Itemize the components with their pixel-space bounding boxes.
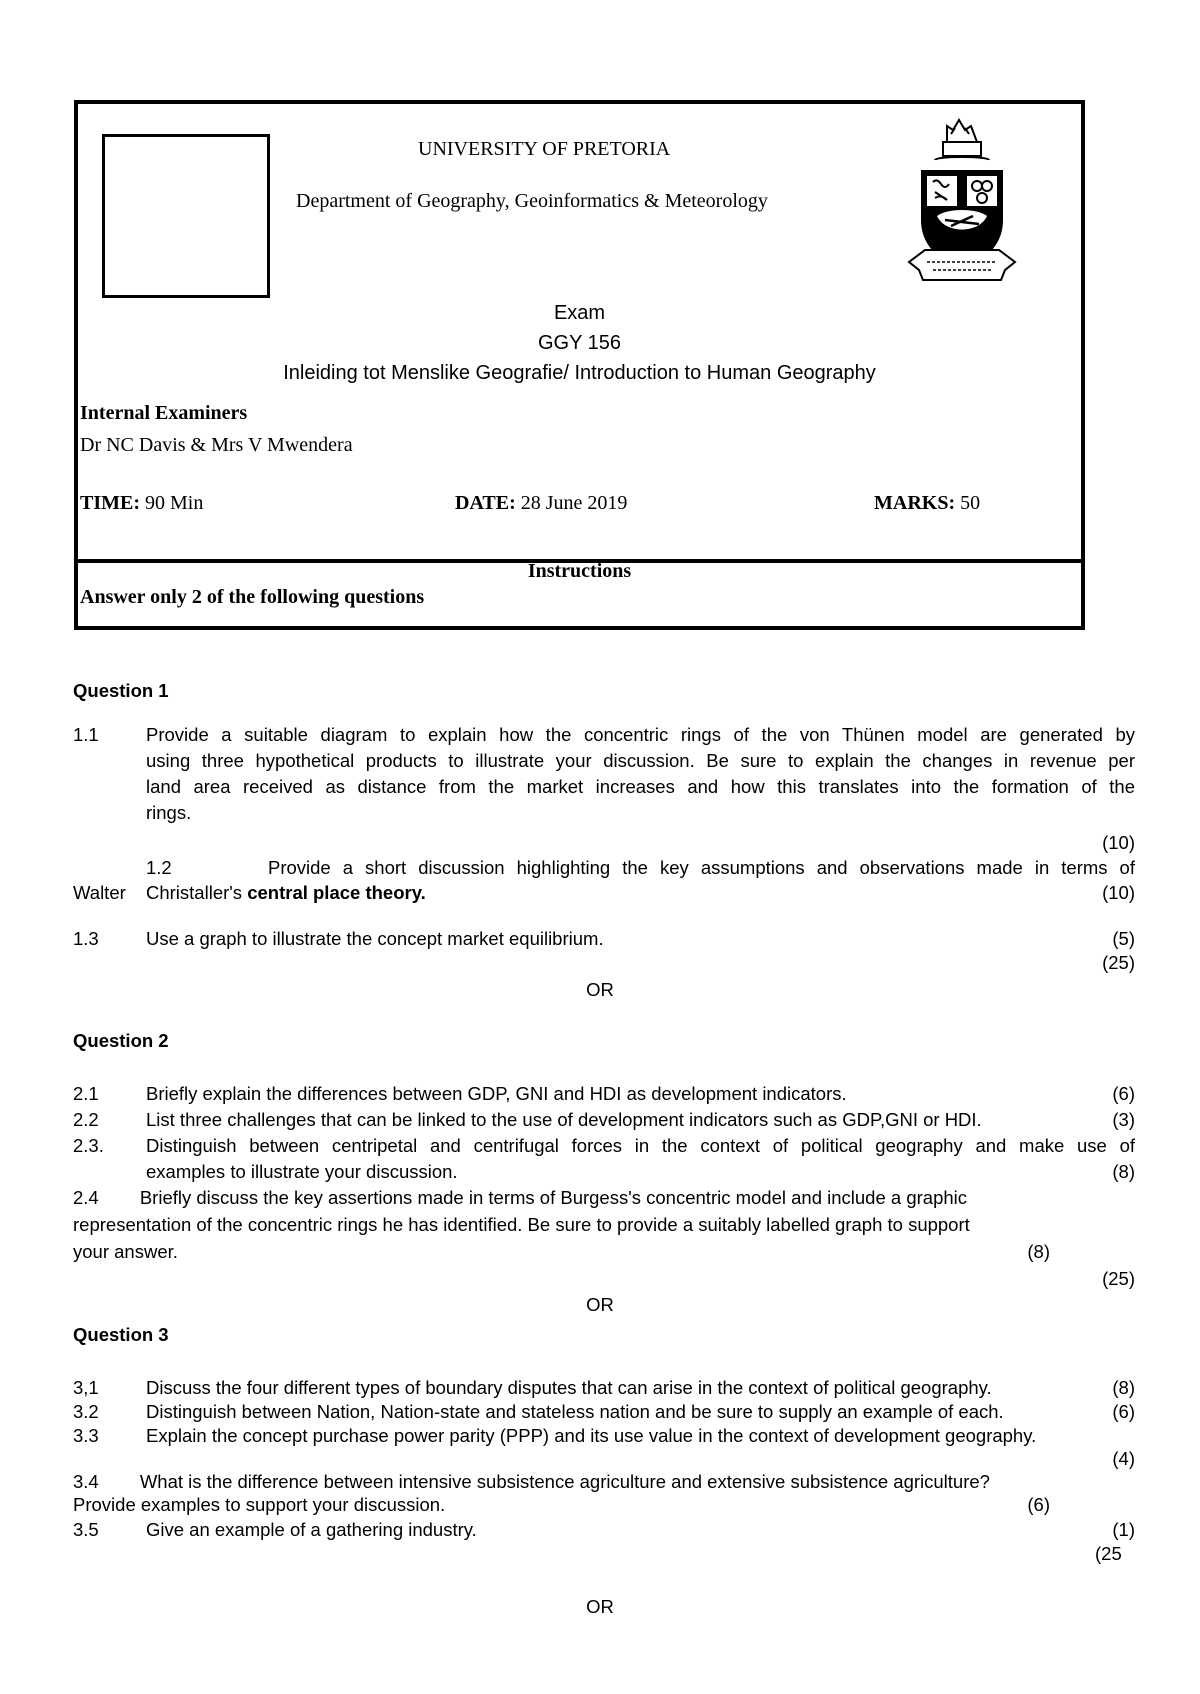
question-2-2 xyxy=(0,1107,1200,1132)
or-separator: OR xyxy=(586,1294,614,1315)
item-text-line: Distinguish between centripetal and centrifugal forces in the context of political geography and make use of xyxy=(146,1135,1135,1156)
question-3-5 xyxy=(0,1517,1200,1542)
item-text: Briefly explain the differences between GDP, GNI and HDI as development indicators. xyxy=(146,1083,847,1104)
item-number: 2.1 xyxy=(73,1083,99,1104)
date-value: 28 June 2019 xyxy=(520,492,628,514)
item-number: 2.3. xyxy=(73,1135,104,1156)
university-name: UNIVERSITY OF PRETORIA xyxy=(418,138,671,160)
or-separator: OR xyxy=(586,1596,614,1617)
question-2-4 xyxy=(0,1185,1200,1265)
time-label: TIME: xyxy=(80,492,140,514)
question-1-title: Question 1 xyxy=(73,680,169,701)
item-text-prefix: Walter xyxy=(73,882,126,903)
course-title: Inleiding tot Menslike Geografie/ Introduction to Human Geography xyxy=(283,362,876,384)
time-value: 90 Min xyxy=(145,492,204,514)
or-separator: OR xyxy=(586,979,614,1000)
question-2-1 xyxy=(0,1081,1200,1106)
question-2-3 xyxy=(0,1133,1200,1185)
item-marks: (6) xyxy=(1112,1401,1135,1422)
date-field xyxy=(455,492,627,515)
question-3-3 xyxy=(0,1423,1200,1469)
item-emphasis: central place theory. xyxy=(247,882,426,903)
item-marks: (5) xyxy=(1112,928,1135,949)
university-crest-icon xyxy=(907,112,1017,288)
item-number: 3.3 xyxy=(73,1425,99,1446)
item-marks: (4) xyxy=(1112,1448,1135,1469)
question-1-total: (25) xyxy=(1102,952,1135,973)
item-text-line xyxy=(146,880,426,905)
time-field xyxy=(80,492,203,515)
item-text-line: land area received as distance from the market increases and how this translates into the formation of the xyxy=(146,776,1135,797)
question-3-4 xyxy=(0,1469,1200,1517)
item-marks: (6) xyxy=(1112,1083,1135,1104)
item-text: Explain the concept purchase power parity (PPP) and its use value in the context of development geography. xyxy=(146,1425,1037,1446)
item-marks: (6) xyxy=(1027,1494,1050,1515)
item-text-line: 3.4 What is the difference between intensive subsistence agriculture and extensive subsistence agriculture? xyxy=(73,1471,990,1492)
question-1-2 xyxy=(0,880,1200,905)
item-number: 3,1 xyxy=(73,1377,99,1398)
item-number: 3.5 xyxy=(73,1519,99,1540)
item-text: List three challenges that can be linked to the use of development indicators such as GDP,GNI or HDI. xyxy=(146,1109,982,1130)
photo-placeholder-box xyxy=(102,134,270,298)
item-marks: (1) xyxy=(1112,1519,1135,1540)
department-name: Department of Geography, Geoinformatics & Meteorology xyxy=(296,190,768,212)
item-text-line: Provide examples to support your discussion. xyxy=(73,1494,446,1515)
exam-label: Exam xyxy=(553,302,606,324)
marks-label: MARKS: xyxy=(874,492,956,514)
question-2-title: Question 2 xyxy=(73,1030,169,1051)
item-number: 1.1 xyxy=(73,724,99,745)
marks-field xyxy=(874,492,980,515)
item-number: 2.2 xyxy=(73,1109,99,1130)
question-2-total: (25) xyxy=(1102,1268,1135,1289)
instructions-text: Answer only 2 of the following questions xyxy=(80,586,425,608)
item-text: Distinguish between Nation, Nation-state and stateless nation and be sure to supply an example of each. xyxy=(146,1401,1004,1422)
item-text-line: rings. xyxy=(146,802,192,823)
item-text-line: Provide a suitable diagram to explain how the concentric rings of the von Thünen model are generated by xyxy=(146,724,1135,745)
item-text: Christaller's xyxy=(146,882,248,903)
instructions-title: Instructions xyxy=(527,560,632,582)
item-text-line: your answer. xyxy=(73,1241,178,1262)
examiners-names: Dr NC Davis & Mrs V Mwendera xyxy=(80,434,353,456)
course-code: GGY 156 xyxy=(537,332,622,354)
examiners-heading: Internal Examiners xyxy=(80,402,248,424)
item-marks: (10) xyxy=(1102,882,1135,903)
exam-header-box xyxy=(74,100,1085,630)
item-marks: (8) xyxy=(1112,1377,1135,1398)
item-text-line: representation of the concentric rings he has identified. Be sure to provide a suitably labelled graph to support xyxy=(73,1214,970,1235)
question-1-1 xyxy=(0,722,1200,822)
item-text: Use a graph to illustrate the concept market equilibrium. xyxy=(146,928,604,949)
marks-value: 50 xyxy=(960,492,981,514)
item-text-line: using three hypothetical products to illustrate your discussion. Be sure to explain the changes in revenue per xyxy=(146,750,1135,771)
item-text-line: examples to illustrate your discussion. xyxy=(146,1161,458,1182)
question-1-1-marks: (10) xyxy=(1102,832,1135,853)
item-marks: (3) xyxy=(1112,1109,1135,1130)
item-marks: (8) xyxy=(1027,1241,1050,1262)
item-text: Give an example of a gathering industry. xyxy=(146,1519,477,1540)
question-3-2 xyxy=(0,1399,1200,1424)
date-label: DATE: xyxy=(455,492,516,514)
item-text-line: 2.4 Briefly discuss the key assertions made in terms of Burgess's concentric model and include a graphic xyxy=(73,1187,968,1208)
question-3-1 xyxy=(0,1375,1200,1400)
item-marks: (8) xyxy=(1112,1161,1135,1182)
question-1-3 xyxy=(0,926,1200,951)
item-number: 1.3 xyxy=(73,928,99,949)
question-3-title: Question 3 xyxy=(73,1324,169,1345)
question-3-total: (25 xyxy=(1095,1543,1122,1564)
question-1-2-line: 1.2 Provide a short discussion highlighting the key assumptions and observations made in terms of xyxy=(146,857,1135,878)
item-number: 3.2 xyxy=(73,1401,99,1422)
item-text: Discuss the four different types of boundary disputes that can arise in the context of political geography. xyxy=(146,1377,992,1398)
